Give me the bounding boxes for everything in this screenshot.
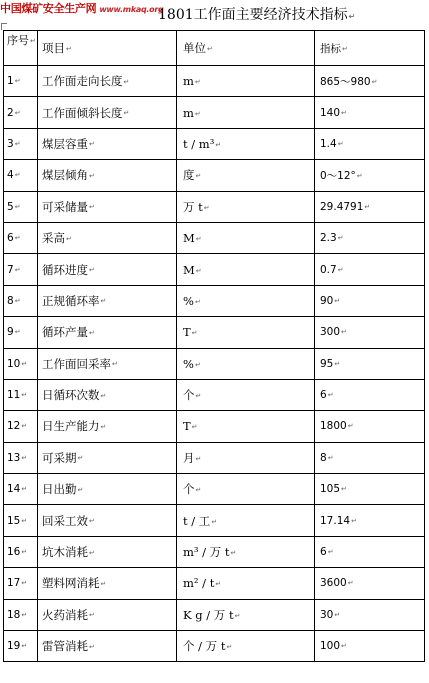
row-item-cell (38, 536, 177, 567)
row-value: 30 (320, 608, 334, 621)
row-item-cell (38, 474, 177, 505)
cell-mark-icon: ↵ (194, 297, 201, 306)
row-value: 90 (320, 294, 334, 307)
row-no: 11 (7, 389, 21, 402)
row-no: 12 (7, 420, 21, 433)
table-row (4, 97, 425, 128)
row-unit: m² / t (183, 576, 215, 591)
table-row (4, 442, 425, 473)
row-value-cell (315, 128, 425, 159)
row-unit-cell (177, 474, 315, 505)
row-no-cell (4, 97, 38, 128)
row-item-cell (38, 568, 177, 599)
row-value-cell (315, 317, 425, 348)
row-value: 1800 (320, 420, 347, 433)
row-unit-cell (177, 379, 315, 410)
row-item: 可采期 (42, 450, 77, 465)
row-no: 5 (7, 200, 14, 213)
table-row (4, 631, 425, 662)
cell-mark-icon: ↵ (89, 203, 95, 212)
row-no: 15 (7, 514, 21, 527)
row-no: 13 (7, 451, 21, 464)
cell-mark-icon: ↵ (123, 77, 130, 86)
row-no-cell (4, 254, 38, 285)
row-value-cell (315, 568, 425, 599)
row-unit: 月 (183, 450, 195, 465)
row-no-cell (4, 191, 38, 222)
cell-mark-icon: ↵ (334, 296, 341, 305)
watermark-text: 中国煤矿安全生产网 (0, 2, 97, 15)
cell-mark-icon: ↵ (89, 611, 95, 620)
table-row (4, 379, 425, 410)
cell-mark-icon: ↵ (364, 202, 371, 211)
row-no: 16 (7, 546, 21, 559)
cell-mark-icon: ↵ (100, 422, 107, 431)
row-no: 10 (7, 357, 21, 370)
cell-mark-icon: ↵ (77, 485, 84, 494)
cell-mark-icon: ↵ (356, 171, 363, 180)
row-no-cell (4, 348, 38, 379)
row-no-cell (4, 505, 38, 536)
row-no: 19 (7, 640, 21, 653)
table-row (4, 254, 425, 285)
cell-mark-icon: ↵ (21, 485, 28, 494)
row-no: 9 (7, 326, 14, 339)
cell-mark-icon: ↵ (14, 171, 21, 180)
row-value-cell (315, 505, 425, 536)
row-no-cell (4, 599, 38, 630)
row-item-cell (38, 222, 177, 253)
cell-mark-icon: ↵ (371, 77, 378, 86)
row-unit: 个 (183, 482, 195, 497)
row-value-cell (315, 631, 425, 662)
table-row (4, 348, 425, 379)
cell-mark-icon: ↵ (100, 391, 107, 400)
row-no: 4 (7, 169, 14, 182)
row-item: 采高 (42, 231, 65, 246)
cell-mark-icon: ↵ (334, 610, 341, 619)
cell-mark-icon: ↵ (334, 359, 341, 368)
cell-mark-icon: ↵ (14, 234, 21, 243)
row-value: 29.4791 (320, 200, 364, 213)
row-item-cell (38, 285, 177, 316)
row-item-cell (38, 97, 177, 128)
row-unit-cell (177, 285, 315, 316)
row-value: 8 (320, 451, 327, 464)
cell-mark-icon: ↵ (351, 516, 357, 525)
row-value: 105 (320, 483, 341, 496)
cell-mark-icon: ↵ (211, 517, 218, 526)
row-no-cell (4, 285, 38, 316)
header-value-cell (315, 31, 425, 66)
cell-mark-icon: ↵ (21, 610, 28, 619)
row-unit-cell (177, 568, 315, 599)
row-no-cell (4, 128, 38, 159)
cell-mark-icon: ↵ (21, 359, 28, 368)
row-item-cell (38, 631, 177, 662)
row-item: 工作面回采率 (42, 356, 111, 371)
row-item: 坑木消耗 (42, 545, 88, 560)
row-value: 95 (320, 357, 334, 370)
table-row (4, 505, 425, 536)
row-value: 3600 (320, 577, 347, 590)
cell-mark-icon: ↵ (21, 516, 28, 525)
header-no: 序号 (7, 34, 29, 47)
row-unit: t / 工 (183, 513, 211, 528)
row-no-cell (4, 379, 38, 410)
cell-mark-icon: ↵ (195, 235, 202, 244)
cell-mark-icon: ↵ (341, 328, 347, 337)
cell-mark-icon: ↵ (21, 391, 28, 400)
row-value-cell (315, 379, 425, 410)
row-unit-cell (177, 128, 315, 159)
watermark-url: www.mkaq.org (99, 5, 164, 14)
row-value: 0～12° (320, 169, 356, 182)
row-no-cell (4, 474, 38, 505)
cell-mark-icon: ↵ (21, 579, 28, 588)
row-item: 煤层倾角 (42, 168, 88, 183)
row-unit: 个 / 万 t (183, 639, 226, 654)
row-item: 雷管消耗 (42, 639, 88, 654)
cell-mark-icon: ↵ (14, 77, 21, 86)
row-value: 140 (320, 106, 341, 119)
cell-mark-icon: ↵ (226, 643, 233, 652)
cell-mark-icon: ↵ (89, 548, 95, 557)
row-unit: K g / 万 t (183, 607, 234, 622)
cell-mark-icon: ↵ (207, 45, 213, 53)
cell-mark-icon: ↵ (14, 139, 21, 148)
row-item-cell (38, 317, 177, 348)
cell-mark-icon: ↵ (327, 548, 334, 557)
table-row (4, 128, 425, 159)
row-no-cell (4, 66, 38, 97)
row-item: 煤层容重 (42, 136, 88, 151)
row-item-cell (38, 160, 177, 191)
cell-mark-icon: ↵ (195, 486, 202, 495)
table-row (4, 222, 425, 253)
cell-mark-icon: ↵ (89, 266, 95, 275)
cell-mark-icon: ↵ (14, 108, 21, 117)
cell-mark-icon: ↵ (230, 549, 237, 558)
text-boundary-corner-icon (1, 23, 7, 30)
row-value-cell (315, 66, 425, 97)
table-row (4, 411, 425, 442)
cell-mark-icon: ↵ (89, 328, 95, 337)
row-item: 工作面走向长度 (42, 74, 123, 89)
row-value: 0.7 (320, 263, 337, 276)
row-value-cell (315, 536, 425, 567)
row-no: 7 (7, 263, 14, 276)
row-item: 日出勤 (42, 482, 77, 497)
row-no-cell (4, 442, 38, 473)
row-unit-cell (177, 505, 315, 536)
cell-mark-icon: ↵ (195, 392, 202, 401)
cell-mark-icon: ↵ (21, 422, 28, 431)
cell-mark-icon: ↵ (337, 139, 344, 148)
row-value: 865～980 (320, 75, 371, 88)
row-value-cell (315, 348, 425, 379)
row-unit: m (183, 105, 194, 120)
row-unit: m (183, 74, 194, 89)
row-item-cell (38, 128, 177, 159)
row-no: 18 (7, 608, 21, 621)
row-item-cell (38, 66, 177, 97)
row-unit: % (183, 356, 194, 371)
row-value: 1.4 (320, 137, 337, 150)
row-value: 300 (320, 326, 341, 339)
row-no-cell (4, 568, 38, 599)
cell-mark-icon: ↵ (21, 642, 28, 651)
table-row (4, 66, 425, 97)
row-value: 2.3 (320, 232, 337, 245)
header-value: 指标 (320, 42, 341, 55)
row-item-cell (38, 254, 177, 285)
cell-mark-icon: ↵ (21, 548, 28, 557)
cell-mark-icon: ↵ (89, 517, 95, 526)
cell-mark-icon: ↵ (341, 642, 347, 651)
row-unit: m³ / 万 t (183, 545, 230, 560)
cell-mark-icon: ↵ (215, 580, 222, 589)
row-item: 循环产量 (42, 325, 88, 340)
cell-mark-icon: ↵ (21, 453, 28, 462)
row-item-cell (38, 411, 177, 442)
row-unit: % (183, 293, 194, 308)
row-unit-cell (177, 160, 315, 191)
cell-mark-icon: ↵ (347, 422, 354, 431)
row-item: 日循环次数 (42, 388, 100, 403)
cell-mark-icon: ↵ (66, 44, 72, 53)
row-value-cell (315, 191, 425, 222)
table-row (4, 285, 425, 316)
row-item-cell (38, 191, 177, 222)
row-no: 6 (7, 232, 14, 245)
cell-mark-icon: ↵ (194, 78, 201, 87)
row-value: 100 (320, 640, 341, 653)
row-no: 1 (7, 75, 14, 88)
row-unit-cell (177, 97, 315, 128)
cell-mark-icon: ↵ (89, 140, 95, 149)
cell-mark-icon: ↵ (195, 172, 202, 181)
row-value-cell (315, 222, 425, 253)
cell-mark-icon: ↵ (203, 203, 210, 212)
row-item: 循环进度 (42, 262, 88, 277)
row-value-cell (315, 254, 425, 285)
cell-mark-icon: ↵ (14, 265, 21, 274)
cell-mark-icon: ↵ (327, 453, 334, 462)
paragraph-mark-icon: ↵ (348, 12, 356, 21)
cell-mark-icon: ↵ (195, 266, 202, 275)
table-row (4, 474, 425, 505)
row-no: 8 (7, 294, 14, 307)
row-value-cell (315, 411, 425, 442)
row-unit-cell (177, 317, 315, 348)
row-unit: M (183, 231, 195, 246)
row-item: 日生产能力 (42, 419, 100, 434)
row-unit-cell (177, 411, 315, 442)
row-no-cell (4, 160, 38, 191)
header-unit: 单位 (183, 41, 206, 55)
row-unit-cell (177, 536, 315, 567)
row-unit: 度 (183, 168, 195, 183)
row-value: 6 (320, 389, 327, 402)
cell-mark-icon: ↵ (234, 611, 241, 620)
cell-mark-icon: ↵ (194, 109, 201, 118)
row-no-cell (4, 411, 38, 442)
cell-mark-icon: ↵ (14, 328, 21, 337)
row-no-cell (4, 222, 38, 253)
cell-mark-icon: ↵ (191, 423, 198, 432)
table-row (4, 599, 425, 630)
row-no: 14 (7, 483, 21, 496)
cell-mark-icon: ↵ (89, 171, 95, 180)
row-item-cell (38, 505, 177, 536)
cell-mark-icon: ↵ (100, 297, 107, 306)
indicator-table (3, 30, 425, 662)
row-no: 3 (7, 137, 14, 150)
row-value-cell (315, 442, 425, 473)
row-unit-cell (177, 442, 315, 473)
cell-mark-icon: ↵ (341, 108, 347, 117)
row-no-cell (4, 536, 38, 567)
cell-mark-icon: ↵ (342, 44, 348, 53)
row-no: 2 (7, 106, 14, 119)
row-unit: 万 t (183, 199, 203, 214)
header-item-cell (38, 31, 177, 66)
cell-mark-icon: ↵ (89, 642, 95, 651)
cell-mark-icon: ↵ (347, 579, 354, 588)
row-unit-cell (177, 348, 315, 379)
row-item: 火药消耗 (42, 607, 88, 622)
cell-mark-icon: ↵ (77, 454, 84, 463)
row-no-cell (4, 631, 38, 662)
row-item-cell (38, 442, 177, 473)
row-value: 6 (320, 546, 327, 559)
cell-mark-icon: ↵ (14, 296, 21, 305)
cell-mark-icon: ↵ (194, 360, 201, 369)
row-unit-cell (177, 66, 315, 97)
cell-mark-icon: ↵ (112, 360, 118, 369)
row-item-cell (38, 599, 177, 630)
row-item: 回采工效 (42, 513, 88, 528)
site-watermark (0, 0, 163, 16)
row-item: 正规循环率 (42, 293, 100, 308)
row-no: 17 (7, 577, 21, 590)
table-row (4, 191, 425, 222)
row-value-cell (315, 97, 425, 128)
row-unit-cell (177, 599, 315, 630)
cell-mark-icon: ↵ (123, 109, 130, 118)
cell-mark-icon: ↵ (215, 140, 222, 149)
row-unit-cell (177, 191, 315, 222)
row-unit-cell (177, 254, 315, 285)
row-unit: t / m³ (183, 136, 215, 151)
row-unit: 个 (183, 388, 195, 403)
row-value: 17.14 (320, 514, 351, 527)
row-item: 工作面倾斜长度 (42, 105, 123, 120)
row-value-cell (315, 474, 425, 505)
row-value-cell (315, 285, 425, 316)
row-no-cell (4, 317, 38, 348)
document-title (158, 4, 355, 24)
row-unit: M (183, 262, 195, 277)
header-no-cell (4, 31, 38, 66)
cell-mark-icon: ↵ (337, 234, 344, 243)
row-item-cell (38, 379, 177, 410)
row-unit: T (183, 325, 191, 340)
cell-mark-icon: ↵ (100, 579, 107, 588)
row-value-cell (315, 160, 425, 191)
row-item-cell (38, 348, 177, 379)
row-unit: T (183, 419, 191, 434)
cell-mark-icon: ↵ (66, 234, 72, 243)
cell-mark-icon: ↵ (327, 391, 334, 400)
row-item: 可采储量 (42, 199, 88, 214)
header-unit-cell (177, 31, 315, 66)
cell-mark-icon: ↵ (30, 37, 36, 45)
cell-mark-icon: ↵ (191, 329, 198, 338)
table-row (4, 160, 425, 191)
header-item: 项目 (42, 41, 65, 55)
title-text: 1801工作面主要经济技术指标 (158, 7, 348, 23)
row-value-cell (315, 599, 425, 630)
cell-mark-icon: ↵ (337, 265, 344, 274)
row-unit-cell (177, 222, 315, 253)
row-unit-cell (177, 631, 315, 662)
row-item: 塑料网消耗 (42, 576, 100, 591)
table-header-row (4, 31, 425, 66)
table-row (4, 536, 425, 567)
cell-mark-icon: ↵ (341, 485, 347, 494)
table-row (4, 568, 425, 599)
cell-mark-icon: ↵ (195, 454, 202, 463)
table-row (4, 317, 425, 348)
cell-mark-icon: ↵ (14, 202, 21, 211)
